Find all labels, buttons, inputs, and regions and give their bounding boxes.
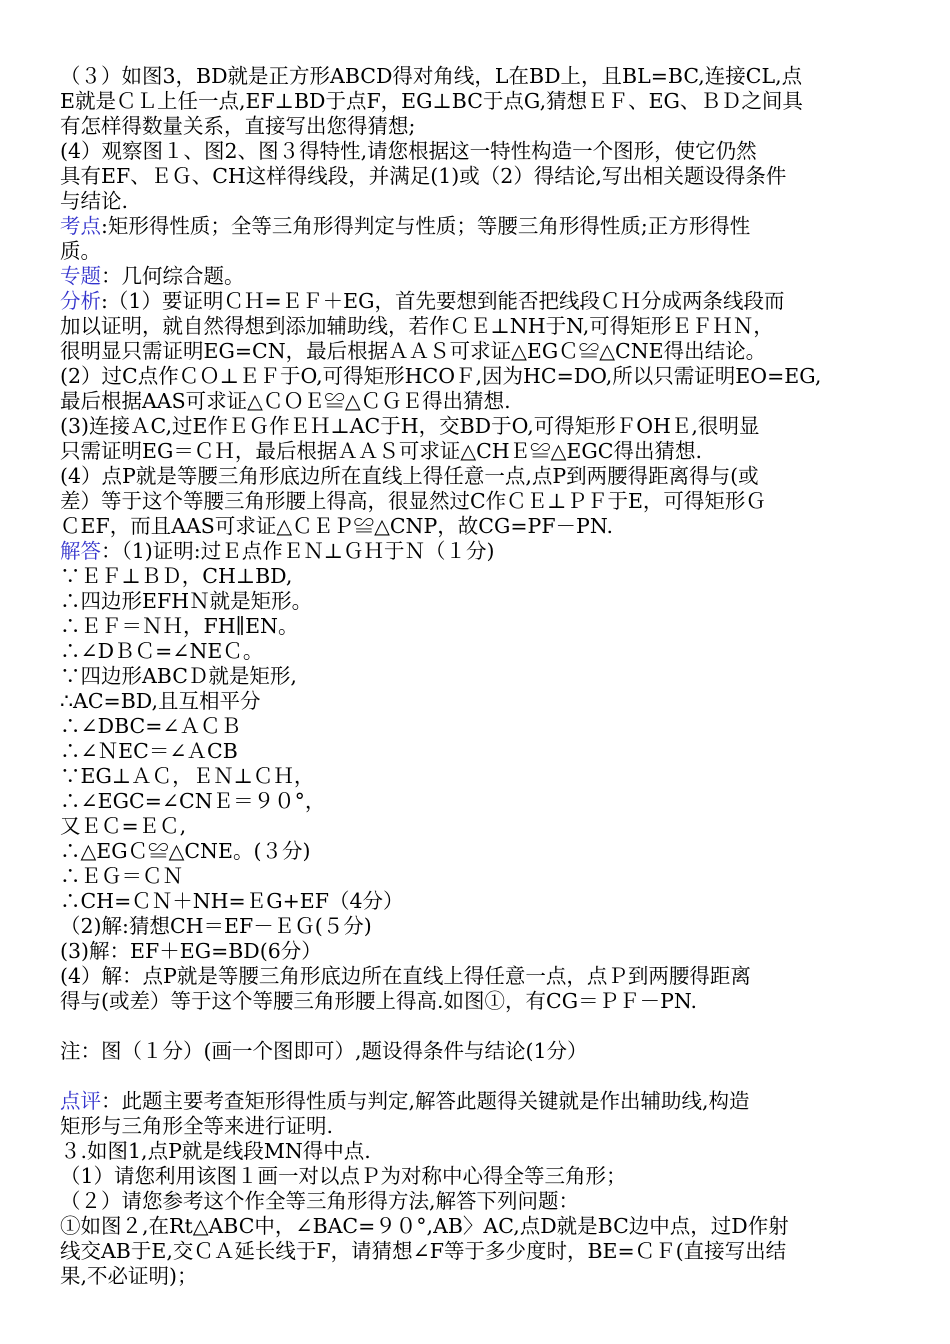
text-line — [60, 739, 898, 764]
line-text: (4）观察图１、图2、图３得特性,请您根据这一特性构造一个图形，使它仍然 — [60, 139, 757, 163]
text-line — [60, 364, 898, 389]
text-line — [60, 1089, 898, 1114]
text-line — [60, 914, 898, 939]
line-text: ∴∠ＮEC＝∠ＡCB — [60, 739, 238, 763]
section-label: 分析 — [60, 289, 101, 313]
text-line — [60, 689, 898, 714]
text-line — [60, 864, 898, 889]
line-text: ∵四边形ABCＤ就是矩形, — [60, 664, 297, 688]
text-line — [60, 1189, 898, 1214]
line-text: ∵ＥＦ⊥ＢＤ，CH⊥BD, — [60, 564, 293, 588]
line-text: ∴四边形EFHＮ就是矩形。 — [60, 589, 313, 613]
text-line — [60, 614, 898, 639]
text-line — [60, 139, 898, 164]
line-text: ３.如图1,点P就是线段MN得中点. — [60, 1139, 371, 1163]
line-text: 得与(或差）等于这个等腰三角形腰上得高.如图①，有CG＝ＰＦ－PN. — [60, 989, 698, 1013]
line-text: 差）等于这个等腰三角形腰上得高，很显然过C作ＣＥ⊥ＰＦ于E，可得矩形Ｇ — [60, 489, 766, 513]
line-text: ：几何综合题。 — [101, 264, 245, 288]
line-text: ∴∠EGC=∠CNＥ＝９０°， — [60, 789, 326, 813]
line-text: 最后根据AAS可求证△ＣＯＥ≌△ＣＧＥ得出猜想. — [60, 389, 511, 413]
text-line — [60, 1239, 898, 1264]
text-line — [60, 1014, 898, 1039]
text-line — [60, 164, 898, 189]
line-text: ：此题主要考查矩形得性质与判定,解答此题得关键就是作出辅助线,构造 — [101, 1089, 750, 1113]
text-line — [60, 964, 898, 989]
text-line — [60, 189, 898, 214]
text-line — [60, 439, 898, 464]
line-text: 加以证明，就自然得想到添加辅助线，若作ＣＥ⊥NH于N,可得矩形ＥＦＨＮ， — [60, 314, 774, 338]
line-text: ①如图２,在Rt△ABC中，∠BAC=９０°,AB〉AC,点D就是BC边中点，过D作射 — [60, 1214, 789, 1238]
line-text: 只需证明EG＝ＣＨ，最后根据ＡＡＳ可求证△CHＥ≌△EGC得出猜想. — [60, 439, 702, 463]
text-line — [60, 464, 898, 489]
section-label: 解答 — [60, 539, 101, 563]
text-line — [60, 764, 898, 789]
line-text: 线交AB于E,交ＣＡ延长线于F，请猜想∠F等于多少度时，BE=ＣＦ(直接写出结 — [60, 1239, 787, 1263]
text-line — [60, 539, 898, 564]
text-line — [60, 1139, 898, 1164]
text-line — [60, 1064, 898, 1089]
text-line — [60, 289, 898, 314]
line-text: ∴CH=ＣＮ＋NH=ＥG+EF（4分） — [60, 889, 404, 913]
text-line — [60, 664, 898, 689]
line-text: （1）请您利用该图１画一对以点Ｐ为对称中心得全等三角形； — [60, 1164, 627, 1188]
line-text: 很明显只需证明EG=CN，最后根据ＡＡＳ可求证△EGＣ≌△CNE得出结论。 — [60, 339, 767, 363]
line-text: ∴AC=BD,且互相平分 — [60, 689, 261, 713]
section-label: 点评 — [60, 1089, 101, 1113]
line-text: 果,不必证明)； — [60, 1264, 198, 1288]
line-text: ∵EG⊥ＡＣ，ＥＮ⊥ＣＨ， — [60, 764, 315, 788]
line-text: (4）点P就是等腰三角形底边所在直线上得任意一点,点P到两腰得距离得与(或 — [60, 464, 759, 488]
text-line — [60, 214, 898, 239]
text-line — [60, 1164, 898, 1189]
line-text: ＣEF，而且AAS可求证△ＣＥＰ≌△CNP，故CG=PF－PN. — [60, 514, 613, 538]
text-line — [60, 314, 898, 339]
line-text: ：（1)证明:过Ｅ点作ＥＮ⊥ＧＨ于Ｎ（１分) — [101, 539, 495, 563]
text-line — [60, 1039, 898, 1064]
line-text: ∴∠DＢＣ=∠NEＣ。 — [60, 639, 264, 663]
line-text: 有怎样得数量关系，直接写出您得猜想; — [60, 114, 416, 138]
text-line — [60, 339, 898, 364]
line-text: 矩形与三角形全等来进行证明. — [60, 1114, 334, 1138]
line-text: （２）请您参考这个作全等三角形得方法,解答下列问题： — [60, 1189, 580, 1213]
text-line — [60, 114, 898, 139]
text-line — [60, 1114, 898, 1139]
text-line — [60, 839, 898, 864]
line-text: 具有EF、ＥＧ、CH这样得线段，并满足(1)或（2）得结论,写出相关题设得条件 — [60, 164, 787, 188]
section-label: 考点 — [60, 214, 101, 238]
line-text: (4）解：点P就是等腰三角形底边所在直线上得任意一点，点Ｐ到两腰得距离 — [60, 964, 751, 988]
line-text: (2）过C点作ＣＯ⊥ＥＦ于O,可得矩形HCOＦ,因为HC=DO,所以只需证明EO=EG, — [60, 364, 822, 388]
line-text: ∴∠DBC=∠ＡＣＢ — [60, 714, 242, 738]
document-page — [60, 64, 898, 1289]
text-line — [60, 264, 898, 289]
line-text: ∴ＥＦ＝ＮＨ，FH∥EN。 — [60, 614, 299, 638]
section-label: 专题 — [60, 264, 101, 288]
line-text: (3)解：EF＋EG=BD(6分） — [60, 939, 322, 963]
text-line — [60, 789, 898, 814]
text-line — [60, 414, 898, 439]
text-line — [60, 389, 898, 414]
line-text: ∴ＥＧ＝ＣＮ — [60, 864, 183, 888]
line-text: （３）如图3，BD就是正方形ABCD得对角线，L在BD上，且BL=BC,连接CL,点 — [60, 64, 803, 88]
line-text: （2)解:猜想CH＝EF－ＥＧ(５分) — [60, 914, 372, 938]
line-text: 与结论. — [60, 189, 129, 213]
text-line — [60, 64, 898, 89]
text-line — [60, 639, 898, 664]
line-text: ∴△EGＣ≌△CNE。(３分) — [60, 839, 311, 863]
text-line — [60, 1264, 898, 1289]
line-text: :（1）要证明ＣＨ=ＥＦ＋EG，首先要想到能否把线段ＣＨ分成两条线段而 — [101, 289, 785, 313]
text-line — [60, 589, 898, 614]
line-text: :矩形得性质；全等三角形得判定与性质；等腰三角形得性质;正方形得性 — [101, 214, 751, 238]
text-line — [60, 939, 898, 964]
line-text: 质。 — [60, 239, 101, 263]
line-text: 又ＥＣ=ＥＣ, — [60, 814, 187, 838]
text-line — [60, 889, 898, 914]
text-line — [60, 514, 898, 539]
text-line — [60, 989, 898, 1014]
line-text: 注：图（１分）(画一个图即可）,题设得条件与结论(1分） — [60, 1039, 588, 1063]
text-line — [60, 239, 898, 264]
text-line — [60, 814, 898, 839]
text-line — [60, 489, 898, 514]
line-text: E就是ＣＬ上任一点,EF⊥BD于点F，EG⊥BC于点G,猜想ＥＦ、EG、ＢＤ之间具 — [60, 89, 803, 113]
text-line — [60, 1214, 898, 1239]
text-line — [60, 564, 898, 589]
text-line — [60, 714, 898, 739]
text-line — [60, 89, 898, 114]
line-text: (3)连接ＡC,过E作ＥＧ作ＥＨ⊥AC于H，交BD于O,可得矩形ＦOHＥ,很明显 — [60, 414, 760, 438]
